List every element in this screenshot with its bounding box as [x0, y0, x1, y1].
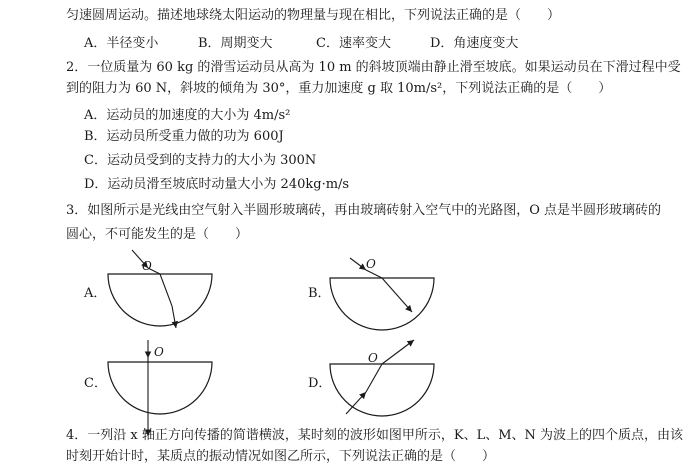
q2-option-a: A．运动员的加速度的大小为 4m/s² [84, 108, 291, 123]
q1-option-c: C．速率变大 [316, 36, 391, 51]
figure-c-diagram [100, 340, 220, 440]
figure-a-center-label: O [142, 259, 152, 273]
q2-option-b: B．运动员所受重力做的功为 600J [84, 129, 284, 144]
q1-option-b: B．周期变大 [198, 36, 273, 51]
figure-b-diagram [322, 246, 442, 342]
q2-option-c: C．运动员受到的支持力的大小为 300N [84, 153, 317, 168]
q2-stem-line1: 2．一位质量为 60 kg 的滑雪运动员从高为 10 m 的斜坡顶端由静止滑至坡底。如果运动员在下滑过程中受 [66, 60, 681, 75]
q2-option-d: D．运动员滑至坡底时动量大小为 240kg·m/s [84, 177, 350, 192]
q3-stem-line1: 3．如图所示是光线由空气射入半圆形玻璃砖，再由玻璃砖射入空气中的光路图，O 点是半圆形玻璃砖的 [66, 203, 662, 218]
figure-d-diagram [322, 336, 442, 436]
q2-stem-line2: 到的阻力为 60 N，斜坡的倾角为 30°，重力加速度 g 取 10m/s²，下列说法正确的是（ ） [66, 81, 612, 96]
q4-stem-line1: 4．一列沿 x 轴正方向传播的简谐横波，某时刻的波形如图甲所示，K、L、M、N 为波上的四个质点，由该 [66, 428, 684, 443]
figure-c-center-label: O [154, 345, 164, 359]
q1-option-d: D．角速度变大 [430, 36, 519, 51]
q1-stem-tail: 匀速圆周运动。描述地球绕太阳运动的物理量与现在相比，下列说法正确的是（ ） [66, 8, 561, 23]
figure-b-label: B． [308, 286, 331, 301]
q4-stem-line2: 时刻开始计时，某质点的振动情况如图乙所示，下列说法正确的是（ ） [66, 449, 496, 464]
figure-b-center-label: O [366, 257, 376, 271]
figure-a-label: A． [84, 286, 107, 301]
figure-c-label: C． [84, 376, 107, 391]
q1-option-a: A．半径变小 [84, 36, 159, 51]
figure-a-diagram [100, 244, 220, 340]
q3-stem-line2: 圆心，不可能发生的是（ ） [66, 227, 249, 242]
figure-d-center-label: O [368, 351, 378, 365]
figure-d-label: D． [308, 376, 332, 391]
